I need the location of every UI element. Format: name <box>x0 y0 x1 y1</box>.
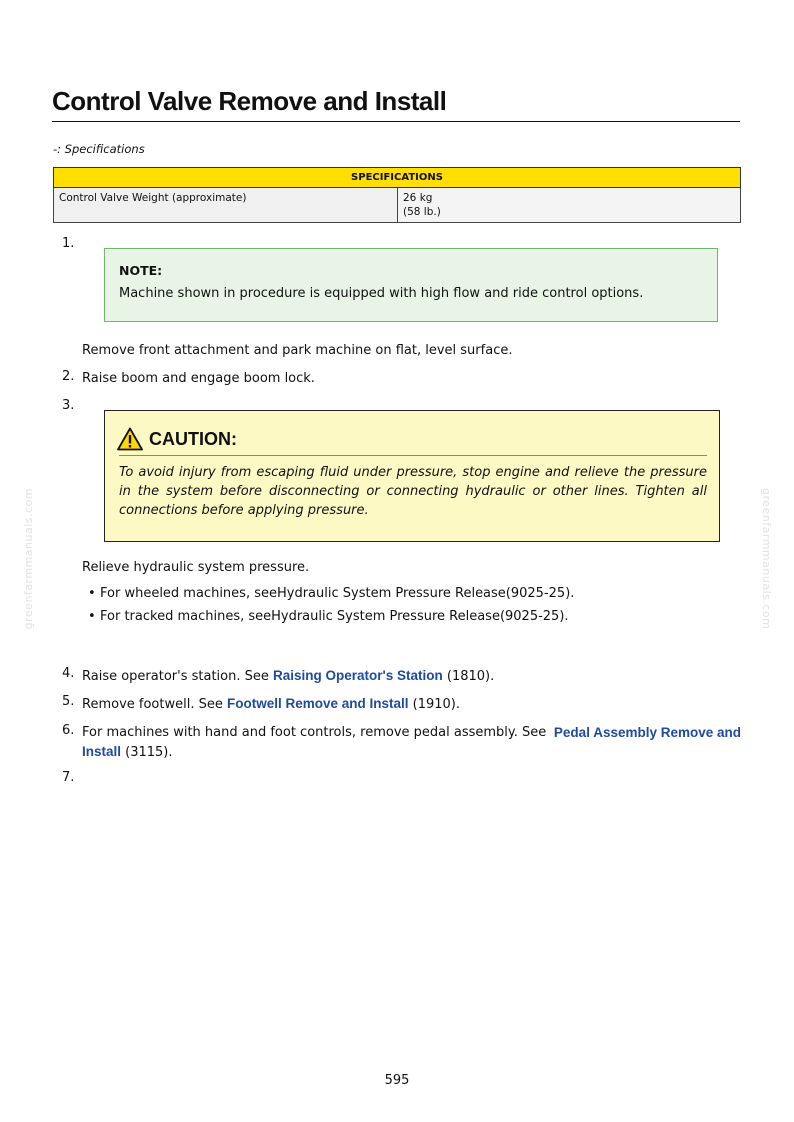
specifications-table <box>53 167 741 223</box>
warning-triangle-icon <box>117 427 143 451</box>
spec-value-imperial: (58 lb.) <box>403 206 441 218</box>
step-text-part: For machines with hand and foot controls, remove pedal assembly. See <box>82 725 547 740</box>
pedal-assembly-link[interactable]: Install <box>82 744 122 759</box>
pedal-assembly-link[interactable]: Pedal Assembly Remove and <box>553 725 741 740</box>
caution-box <box>104 410 720 542</box>
step-text-part: (1910). <box>408 697 461 712</box>
list-item <box>88 609 569 624</box>
spec-name-cell: Control Valve Weight (approximate) <box>54 188 398 223</box>
step-text <box>82 666 494 686</box>
step-text-part: Remove footwell. See <box>82 697 227 712</box>
list-item <box>88 586 574 601</box>
note-title: NOTE: <box>119 263 163 278</box>
spec-value-cell <box>398 188 741 223</box>
caution-title: CAUTION: <box>149 428 237 449</box>
step-text-part: (1810). <box>442 669 495 684</box>
table-header-row <box>54 168 741 188</box>
step-number: 2. <box>62 369 75 384</box>
caution-text: To avoid injury from escaping fluid under pressure, stop engine and relieve the pressure in the system before disconnecting or connecting hydraulic or other lines. Tighten all connections before applying pressure. <box>119 465 707 518</box>
caution-divider <box>119 455 707 456</box>
bullet-text: For wheeled machines, seeHydraulic System Pressure Release(9025-25). <box>100 586 575 601</box>
footwell-remove-install-link[interactable]: Footwell Remove and Install <box>226 696 409 711</box>
caution-header <box>117 425 237 453</box>
step-text <box>82 694 460 714</box>
bullet-icon: • <box>88 586 96 601</box>
step-text-line <box>82 742 741 762</box>
spec-value-metric: 26 kg <box>403 192 433 204</box>
step-number: 1. <box>62 236 75 251</box>
step-text: Relieve hydraulic system pressure. <box>82 560 310 575</box>
step-text: Remove front attachment and park machine on flat, level surface. <box>82 343 513 358</box>
bullet-icon: • <box>88 609 96 624</box>
step-text <box>82 723 741 762</box>
specifications-caption: -: Specifications <box>53 142 145 156</box>
page-number: 595 <box>384 1073 410 1088</box>
bullet-text: For tracked machines, seeHydraulic System Pressure Release(9025-25). <box>100 609 569 624</box>
step-number: 5. <box>62 694 75 709</box>
page-title: Control Valve Remove and Install <box>52 86 740 122</box>
step-text-part: Raise operator's station. See <box>82 669 274 684</box>
watermark: greenfarmmanuals.com <box>22 488 35 630</box>
watermark: greenfarmmanuals.com <box>760 488 773 630</box>
table-header: SPECIFICATIONS <box>54 168 741 188</box>
table-row <box>54 188 741 223</box>
step-text-line <box>82 723 741 742</box>
step-number: 7. <box>62 770 75 785</box>
note-text: Machine shown in procedure is equipped with high flow and ride control options. <box>119 286 644 301</box>
step-text: Raise boom and engage boom lock. <box>82 371 315 386</box>
raising-operators-station-link[interactable]: Raising Operator's Station <box>273 668 443 683</box>
step-text-part: (3115). <box>121 745 173 760</box>
step-number: 4. <box>62 666 75 681</box>
step-number: 6. <box>62 723 75 738</box>
note-box <box>104 248 718 322</box>
step-number: 3. <box>62 398 75 413</box>
